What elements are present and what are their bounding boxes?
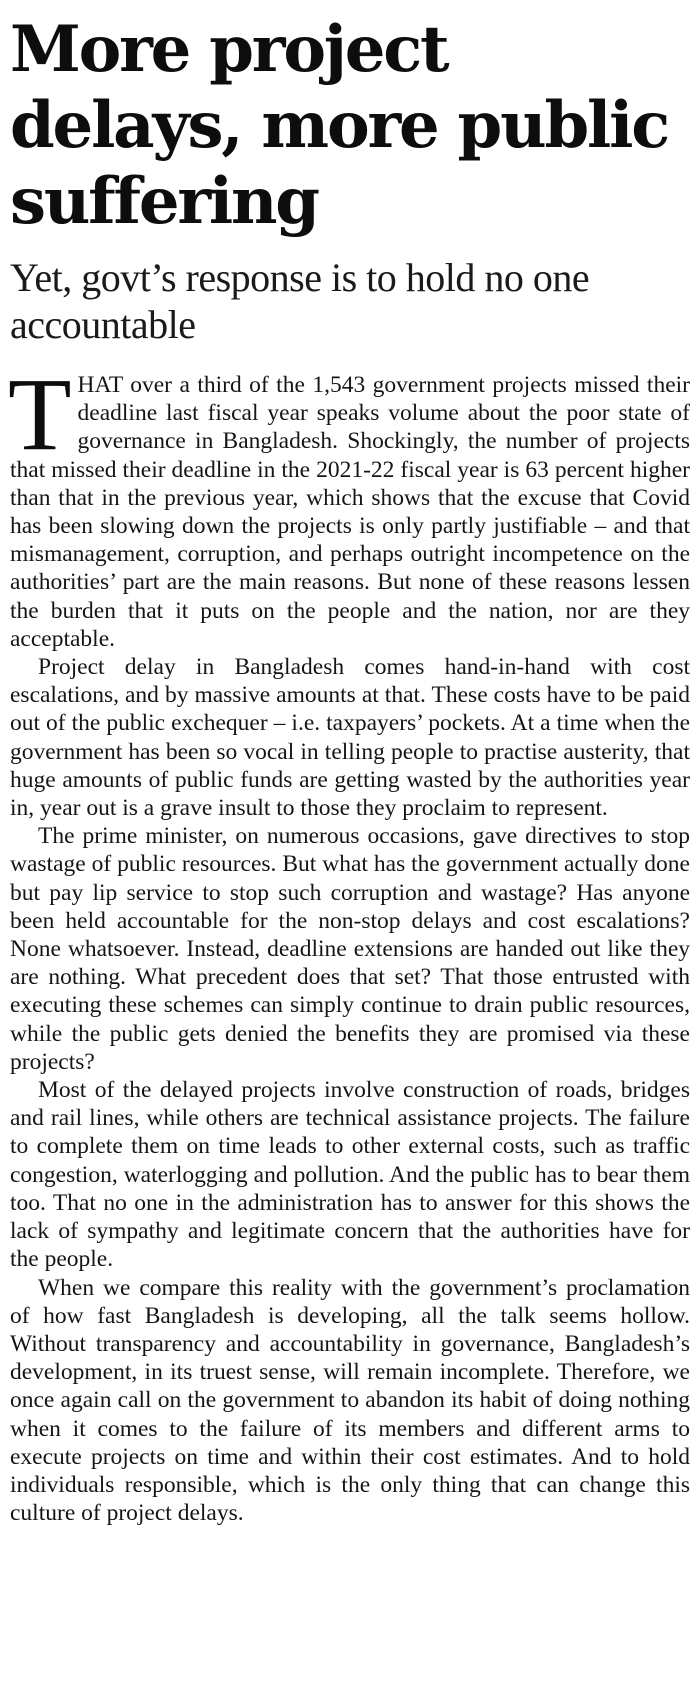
paragraph-2: Project delay in Bangladesh comes hand-in-hand with cost escalations, and by massive amounts at that. These costs have to be paid out of the public exchequer – i.e. taxpayers’ pockets. At a time when the government has been so vocal in telling people to practise austerity, that huge amounts of public funds are getting wasted by the authorities year in, year out is a grave insult to those they proclaim to represent. [10,654,690,822]
paragraph-1-text: HAT over a third of the 1,543 government projects missed their deadline last fiscal year speaks volume about the poor state of governance in Bangladesh. Shockingly, the number of projects that missed their deadline in the 2021-22 fiscal year is 63 percent higher than that in the previous year, which shows that the excuse that Covid has been slowing down the projects is only partly justifiable – and that mismanagement, corruption, and perhaps outright incompetence on the authorities’ part are the main reasons. But none of these reasons lessen the burden that it puts on the people and the nation, nor are they acceptable. [10,372,690,652]
subheadline: Yet, govt’s response is to hold no one accountable [10,255,590,347]
article-body [8,357,690,1527]
paragraph-4: Most of the delayed projects involve construction of roads, bridges and rail lines, while others are technical assistance projects. The failure to complete them on time leads to other external costs, such as traffic congestion, waterlogging and pollution. And the public has to bear them too. That no one in the administration has to answer for this shows the lack of sympathy and legitimate concern that the authorities have for the people. [10,1077,690,1273]
paragraph-3: The prime minister, on numerous occasions, gave directives to stop wastage of public resources. But what has the government actually done but pay lip service to stop such corruption and wastage? Has anyone been held accountable for the non-stop delays and cost escalations? None whatsoever. Instead, deadline extensions are handed out like they are nothing. What precedent does that set? That those entrusted with executing these schemes can simply continue to drain public resources, while the public gets denied the benefits they are promised via these projects? [10,823,690,1075]
headline: More project delays, more public suffering [10,12,668,239]
paragraph-5: When we compare this reality with the government’s proclamation of how fast Bangladesh is developing, all the talk seems hollow. Without transparency and accountability in governance, Bangladesh’s development, in its truest sense, will remain incomplete. Therefore, we once again call on the government to abandon its habit of doing nothing when it comes to the failure of its members and different arms to execute projects on time and within their cost estimates. And to hold individuals responsible, which is the only thing that can change this culture of project delays. [10,1274,690,1527]
drop-cap: T [8,357,72,472]
paragraph-1 [8,357,690,653]
